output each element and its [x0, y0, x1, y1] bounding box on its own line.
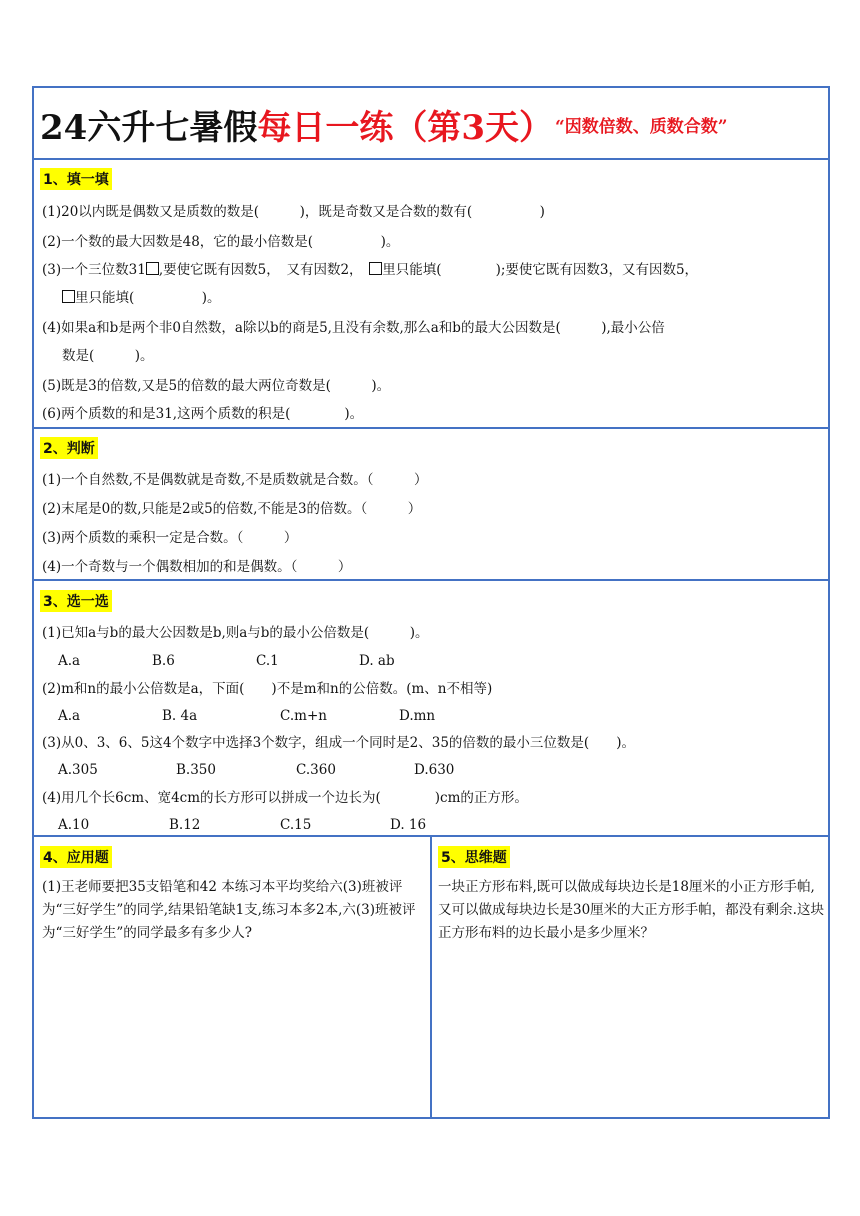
section-4-heading — [34, 846, 424, 868]
s3-q2-option-a: A.a — [58, 708, 81, 724]
divider — [34, 158, 828, 160]
s3-q1-option-b: B.6 — [152, 653, 175, 669]
s1-question-3 — [42, 261, 698, 279]
blank-square-icon — [369, 262, 382, 275]
s5-problem-text: 一块正方形布料,既可以做成每块边长是18厘米的小正方形手帕,又可以做成每块边长是30厘米的大正方形手帕，都没有剩余.这块正方形布料的边长最小是多少厘米？ — [438, 879, 824, 941]
s3-q3-option-a: A.305 — [58, 762, 98, 778]
s3-q2-option-c: C.m+n — [280, 708, 327, 724]
s3-q4-option-b: B.12 — [169, 817, 201, 833]
s3-q3-option-b: B.350 — [176, 762, 216, 778]
section-5-title: 5、思维题 — [438, 846, 510, 868]
s3-q2-option-d: D.mn — [399, 708, 436, 724]
s3-q3-option-c: C.360 — [296, 762, 336, 778]
s3-q2-option-b: B. 4a — [162, 708, 198, 724]
s3-q4-option-a: A.10 — [58, 817, 90, 833]
title-main: 24六升七暑假 — [40, 107, 258, 148]
s3-q1-option-c: C.1 — [256, 653, 279, 669]
divider — [34, 427, 828, 429]
s3-q1-option-d: D. ab — [359, 653, 395, 669]
s3-question-4: (4)用几个长6cm、宽4cm的长方形可以拼成一个边长为( )cm的正方形。 — [42, 790, 528, 806]
section-1-heading — [34, 168, 828, 190]
s1-question-1: (1)20以内既是偶数又是质数的数是( )，既是奇数又是合数的数有( ) — [42, 204, 545, 220]
section-4-title: 4、应用题 — [40, 846, 112, 868]
s1-question-3-cont — [62, 289, 221, 307]
s1-question-4: (4)如果a和b是两个非0自然数，a除以b的商是5,且没有余数,那么a和b的最大公因数是( ),最小公倍 — [42, 320, 665, 336]
s3-question-3: (3)从0、3、6、5这4个数字中选择3个数字，组成一个同时是2、35的倍数的最小三位数是( )。 — [42, 735, 635, 751]
section-5-heading — [434, 846, 826, 868]
s2-question-1: (1)一个自然数,不是偶数就是奇数,不是质数就是合数。（ ） — [42, 472, 428, 488]
blank-square-icon — [146, 262, 159, 275]
s2-question-4: (4)一个奇数与一个偶数相加的和是偶数。（ ） — [42, 559, 352, 575]
section-2-title: 2、判断 — [40, 437, 98, 459]
s1-question-5: (5)既是3的倍数,又是5的倍数的最大两位奇数是( )。 — [42, 378, 391, 394]
title-topic: “因数倍数、质数合数” — [555, 116, 728, 137]
s3-q3-option-d: D.630 — [414, 762, 455, 778]
title-day: 每日一练（第3天） — [257, 107, 553, 148]
s2-question-3: (3)两个质数的乘积一定是合数。（ ） — [42, 530, 298, 546]
worksheet-title — [34, 88, 828, 160]
s1-question-4-cont: 数是( )。 — [62, 348, 154, 364]
s3-q1-option-a: A.a — [58, 653, 81, 669]
s3-question-2: (2)m和n的最小公倍数是a，下面( )不是m和n的公倍数。(m、n不相等) — [42, 681, 493, 697]
section-1-title: 1、填一填 — [40, 168, 112, 190]
s2-question-2: (2)末尾是0的数,只能是2或5的倍数,不能是3的倍数。（ ） — [42, 501, 422, 517]
column-divider — [430, 835, 432, 1119]
blank-square-icon — [62, 290, 75, 303]
s3-q4-option-c: C.15 — [280, 817, 312, 833]
s3-q4-option-d: D. 16 — [390, 817, 427, 833]
s1-question-6: (6)两个质数的和是31,这两个质数的积是( )。 — [42, 406, 364, 422]
s1-q3-part-b: ,要使它既有因数5， 又有因数2， — [158, 262, 370, 278]
section-2-heading — [34, 437, 828, 459]
worksheet-frame — [32, 86, 830, 1119]
s3-question-1: (1)已知a与b的最大公因数是b,则a与b的最小公倍数是( )。 — [42, 625, 429, 641]
s1-q3-part-d: 里只能填( )。 — [75, 290, 221, 306]
section-3-title: 3、选一选 — [40, 590, 112, 612]
divider — [34, 579, 828, 581]
s4-problem-text: (1)王老师要把35支铅笔和42 本练习本平均奖给六(3)班被评为“三好学生”的同学,结果铅笔缺1支,练习本多2本,六(3)班被评为“三好学生”的同学最多有多少人? — [42, 879, 416, 941]
s1-q3-part-c: 里只能填( );要使它既有因数3，又有因数5， — [382, 262, 699, 278]
section-3-heading — [34, 590, 828, 612]
s1-question-2: (2)一个数的最大因数是48，它的最小倍数是( )。 — [42, 234, 400, 250]
s1-q3-part-a: (3)一个三位数31 — [42, 262, 146, 278]
